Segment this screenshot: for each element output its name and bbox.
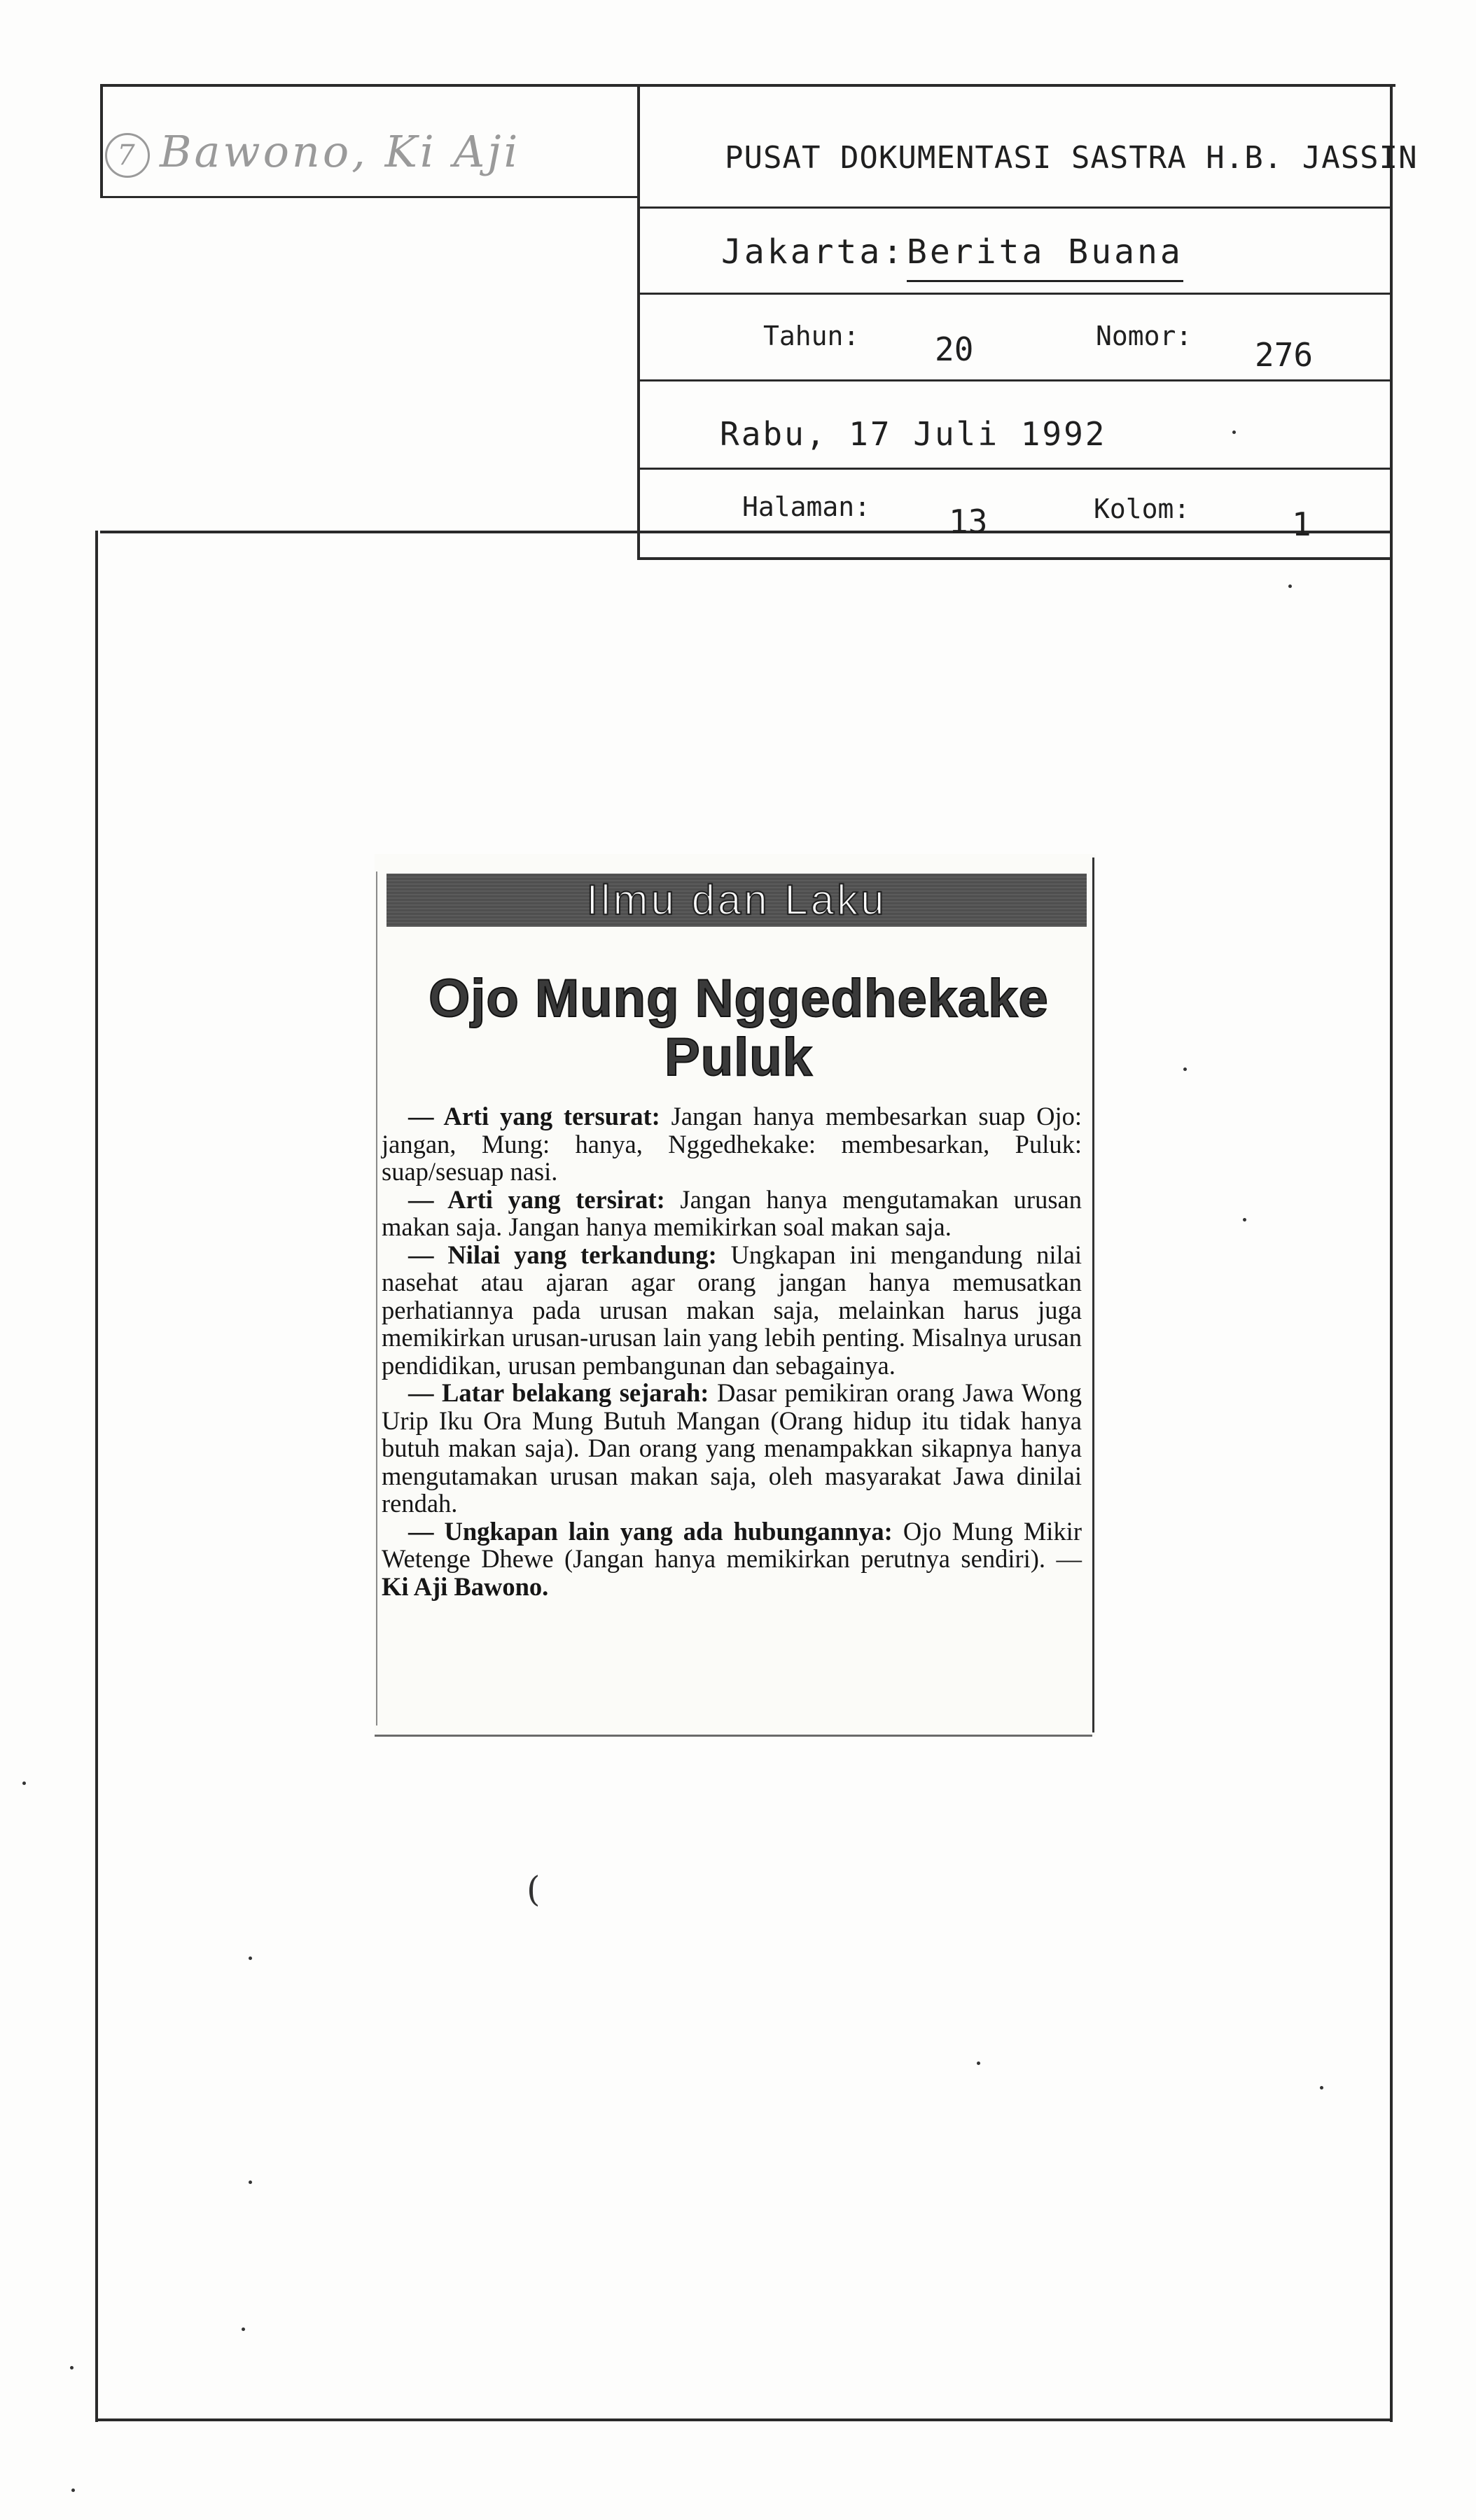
paragraph-label: — Arti yang tersirat: bbox=[408, 1184, 665, 1214]
institution-name: PUSAT DOKUMENTASI SASTRA H.B. JASSIN bbox=[725, 140, 1418, 176]
kolom-value: 1 bbox=[1292, 505, 1311, 543]
paragraph-text: Jangan hanya membesarkan suap Ojo: jangan, Mung: hanya, Nggedhekake: membesarkan, Puluk: suap/sesuap nasi. bbox=[382, 1102, 1082, 1186]
paragraph-text: Jangan hanya mengutamakan urusan makan saja. Jangan hanya memikirkan soal makan saja. bbox=[382, 1184, 1082, 1241]
paragraph-text: Dasar pemikiran orang Jawa Wong Urip Iku Ora Mung Butuh Mangan (Orang hidup itu tidak hanya butuh makan saja). Dan orang yang menampakkan sikapnya hanya mengutamakan urusan makan saja, oleh masyarakat Jawa dinilai rendah. bbox=[382, 1378, 1082, 1518]
scan-speck bbox=[1320, 2086, 1323, 2090]
clipping-left-edge bbox=[376, 872, 377, 1726]
paragraph bbox=[382, 1186, 1082, 1241]
nomor-label: Nomor: bbox=[1096, 321, 1192, 351]
scan-speck bbox=[70, 2366, 74, 2370]
paragraph-text: Ojo Mung Mikir Wetenge Dhewe (Jangan hanya memikirkan perutnya sendiri). — bbox=[382, 1516, 1082, 1573]
halaman-label: Halaman: bbox=[742, 491, 871, 522]
article-headline: Ojo Mung Nggedhekake Puluk bbox=[429, 969, 1049, 1087]
scan-speck bbox=[1183, 1068, 1187, 1071]
clipping-right-edge bbox=[1092, 858, 1094, 1732]
article-body bbox=[382, 1102, 1082, 1600]
frame-divider-vertical bbox=[637, 84, 640, 560]
publication-date: Rabu, 17 Juli 1992 bbox=[720, 415, 1107, 453]
scan-speck bbox=[242, 2328, 245, 2331]
header-left-bottom bbox=[100, 196, 639, 198]
row-line-4 bbox=[639, 468, 1391, 470]
paragraph bbox=[382, 1102, 1082, 1186]
paragraph bbox=[382, 1241, 1082, 1380]
paragraph-text: Ungkapan ini mengandung nilai nasehat atau ajaran agar orang jangan hanya memusatkan perhatiannya pada urusan makan saja, melainkan harus juga memikirkan urusan-urusan lain yang lebih penting. Misalnya urusan pendidikan, urusan pembangunan dan sebagainya. bbox=[382, 1240, 1082, 1380]
row-line-1 bbox=[639, 206, 1391, 209]
row-line-3 bbox=[639, 379, 1391, 382]
halaman-value: 13 bbox=[949, 503, 988, 540]
paragraph bbox=[382, 1379, 1082, 1518]
scan-speck bbox=[1288, 584, 1292, 588]
byline: Ki Aji Bawono. bbox=[382, 1572, 549, 1601]
frame-left-upper bbox=[100, 84, 103, 197]
paragraph-label: — Latar belakang sejarah: bbox=[408, 1378, 709, 1407]
paragraph-label: — Arti yang tersurat: bbox=[408, 1102, 660, 1130]
tahun-label: Tahun: bbox=[763, 321, 860, 351]
scan-mark: ( bbox=[527, 1869, 541, 1910]
newspaper-underline bbox=[907, 280, 1183, 282]
frame-top-line bbox=[100, 84, 1395, 87]
frame-left-lower bbox=[95, 531, 98, 2422]
frame-bottom-line bbox=[95, 2418, 1392, 2421]
frame-mid-line-2 bbox=[639, 557, 1391, 560]
handwritten-text: Bawono, Ki Aji bbox=[160, 126, 521, 177]
scan-speck bbox=[977, 2062, 980, 2065]
city-label: Jakarta: bbox=[721, 232, 906, 272]
kolom-label: Kolom: bbox=[1094, 493, 1190, 524]
paragraph-label: — Ungkapan lain yang ada hubungannya: bbox=[408, 1516, 893, 1546]
rubric-title: Ilmu dan Laku bbox=[586, 876, 887, 923]
frame-mid-line bbox=[100, 531, 1392, 533]
clipping-bottom-edge bbox=[375, 1735, 1092, 1737]
scan-speck bbox=[249, 1956, 252, 1960]
scan-speck bbox=[71, 2488, 75, 2492]
scan-speck bbox=[22, 1782, 26, 1785]
handwritten-note bbox=[105, 126, 609, 196]
row-line-2 bbox=[639, 293, 1391, 295]
nomor-value: 276 bbox=[1255, 336, 1314, 374]
tahun-value: 20 bbox=[935, 330, 974, 368]
scan-speck bbox=[1232, 430, 1236, 434]
paragraph-label: — Nilai yang terkandung: bbox=[408, 1240, 717, 1269]
circled-number: 7 bbox=[105, 133, 150, 178]
scan-speck bbox=[249, 2180, 252, 2184]
newspaper-name: Berita Buana bbox=[907, 232, 1183, 272]
frame-right-line bbox=[1390, 84, 1393, 2422]
paragraph bbox=[382, 1518, 1082, 1601]
scan-speck bbox=[1243, 1218, 1246, 1222]
